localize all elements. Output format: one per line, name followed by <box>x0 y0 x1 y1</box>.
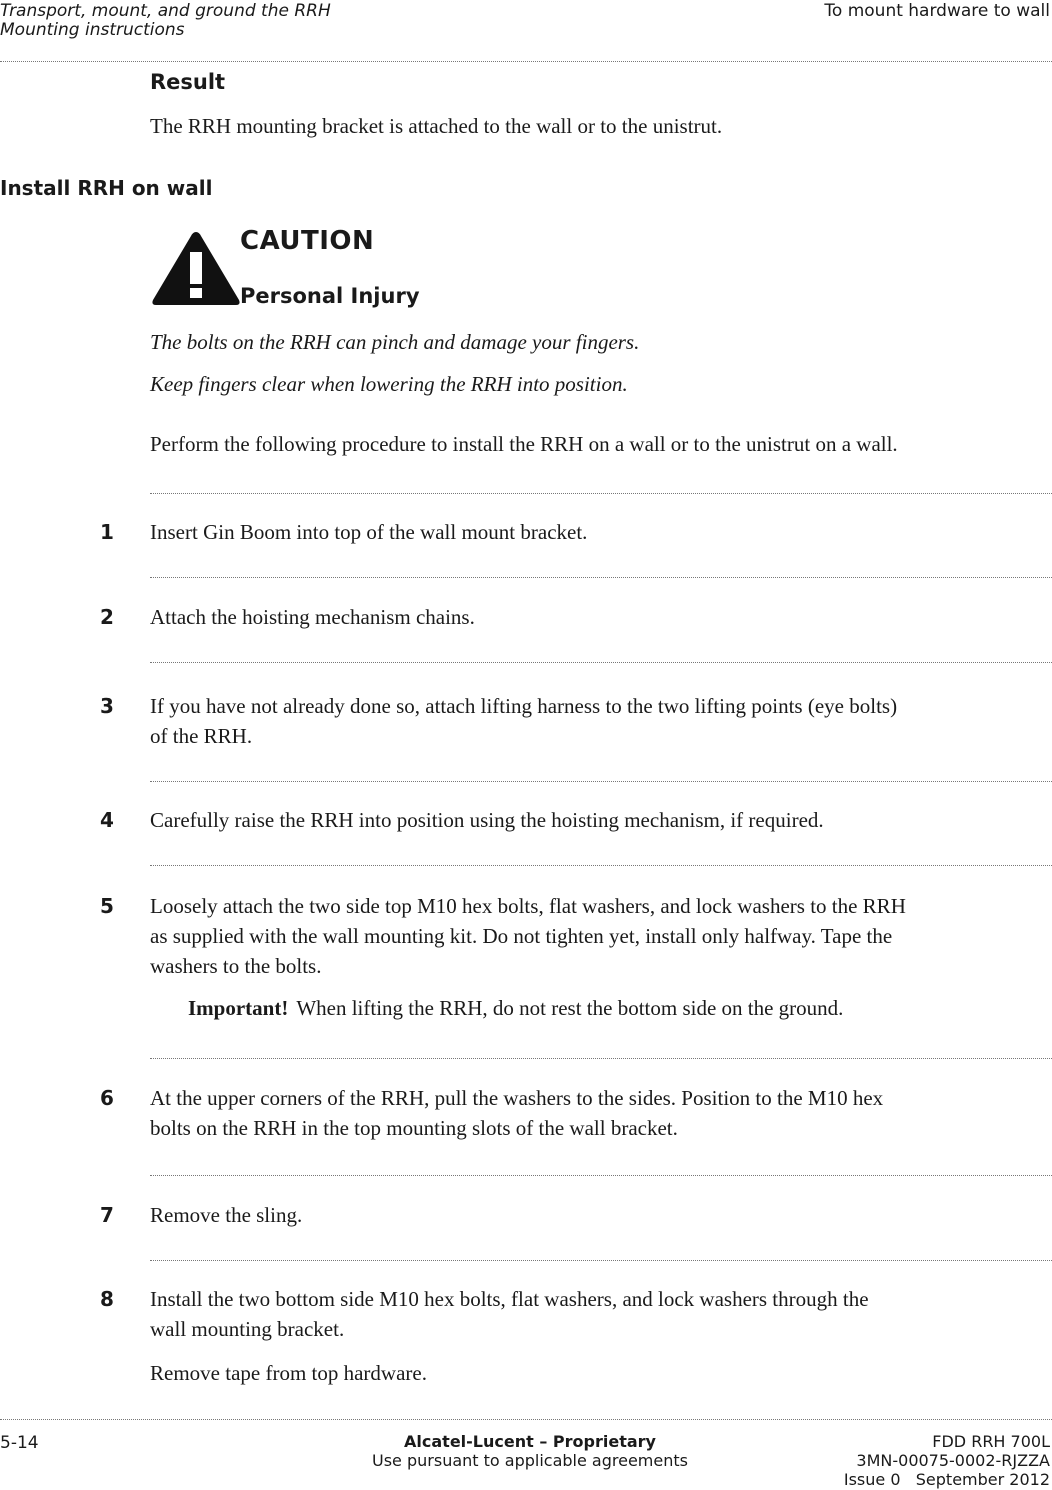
footer-center <box>300 1432 760 1470</box>
step-text <box>150 602 1050 632</box>
footer-right <box>844 1432 1050 1489</box>
running-header-right: To mount hardware to wall <box>824 1 1050 21</box>
step-text <box>150 805 1050 835</box>
step-number: 7 <box>100 1203 114 1227</box>
step-text <box>150 1284 1050 1344</box>
step-divider <box>150 1175 1052 1176</box>
chapter-title: Transport, mount, and ground the RRH <box>0 1 331 21</box>
caution-subtitle: Personal Injury <box>240 284 420 308</box>
step-line: of the RRH. <box>150 724 253 748</box>
important-text: When lifting the RRH, do not rest the bottom side on the ground. <box>296 996 844 1020</box>
product-name: FDD RRH 700L <box>932 1432 1050 1451</box>
issue-date: Issue 0 September 2012 <box>843 1470 1050 1489</box>
step-line: wall mounting bracket. <box>150 1317 345 1341</box>
step-number: 2 <box>100 605 114 629</box>
step-divider <box>150 1260 1052 1261</box>
step-divider <box>150 662 1052 663</box>
step-line: bolts on the RRH in the top mounting slots of the wall bracket. <box>150 1116 678 1140</box>
section-title: Mounting instructions <box>0 20 185 40</box>
important-label: Important! <box>188 996 289 1020</box>
step-divider <box>150 781 1052 782</box>
footer-divider <box>0 1419 1052 1420</box>
step-line: as supplied with the wall mounting kit. Do not tighten yet, install only halfway. Tape the <box>150 924 893 948</box>
step-number: 5 <box>100 894 114 918</box>
step-divider <box>150 1058 1052 1059</box>
step-line: Remove the sling. <box>150 1203 303 1227</box>
header-divider <box>0 61 1052 62</box>
step-line: If you have not already done so, attach lifting harness to the two lifting points (eye bolts) <box>150 694 898 718</box>
procedure-intro: Perform the following procedure to install the RRH on a wall or to the unistrut on a wall. <box>150 432 898 456</box>
step-text <box>150 1083 1050 1143</box>
result-text: The RRH mounting bracket is attached to the wall or to the unistrut. <box>150 114 723 138</box>
step-number: 1 <box>100 520 114 544</box>
usage-notice: Use pursuant to applicable agreements <box>372 1451 688 1470</box>
step-divider <box>150 577 1052 578</box>
step-divider <box>150 493 1052 494</box>
step-line: Install the two bottom side M10 hex bolts, flat washers, and lock washers through the <box>150 1287 869 1311</box>
step-number: 8 <box>100 1287 114 1311</box>
step-number: 4 <box>100 808 114 832</box>
step-line: At the upper corners of the RRH, pull the washers to the sides. Position to the M10 hex <box>150 1086 884 1110</box>
step-extra-text: Remove tape from top hardware. <box>150 1361 427 1385</box>
step-line: Carefully raise the RRH into position using the hoisting mechanism, if required. <box>150 808 824 832</box>
section-heading: Install RRH on wall <box>0 176 213 200</box>
proprietary-notice: Alcatel-Lucent – Proprietary <box>404 1432 656 1451</box>
page-number: 5-14 <box>0 1433 39 1453</box>
step-text <box>150 891 1050 981</box>
step-number: 6 <box>100 1086 114 1110</box>
step-text <box>150 691 1050 751</box>
result-heading: Result <box>150 70 226 94</box>
step-line: Insert Gin Boom into top of the wall mount bracket. <box>150 520 588 544</box>
step-text <box>150 1200 1050 1230</box>
caution-text-2: Keep fingers clear when lowering the RRH into position. <box>150 372 628 396</box>
important-note <box>188 996 843 1021</box>
document-number: 3MN-00075-0002-RJZZA <box>856 1451 1050 1470</box>
step-line: washers to the bolts. <box>150 954 322 978</box>
caution-text-1: The bolts on the RRH can pinch and damage your fingers. <box>150 330 640 354</box>
warning-triangle-icon <box>150 228 242 308</box>
step-number: 3 <box>100 694 114 718</box>
step-line: Loosely attach the two side top M10 hex bolts, flat washers, and lock washers to the RRH <box>150 894 906 918</box>
step-line: Attach the hoisting mechanism chains. <box>150 605 475 629</box>
caution-title: CAUTION <box>240 226 375 256</box>
step-text <box>150 517 1050 547</box>
running-header-left <box>0 2 331 40</box>
step-divider <box>150 865 1052 866</box>
